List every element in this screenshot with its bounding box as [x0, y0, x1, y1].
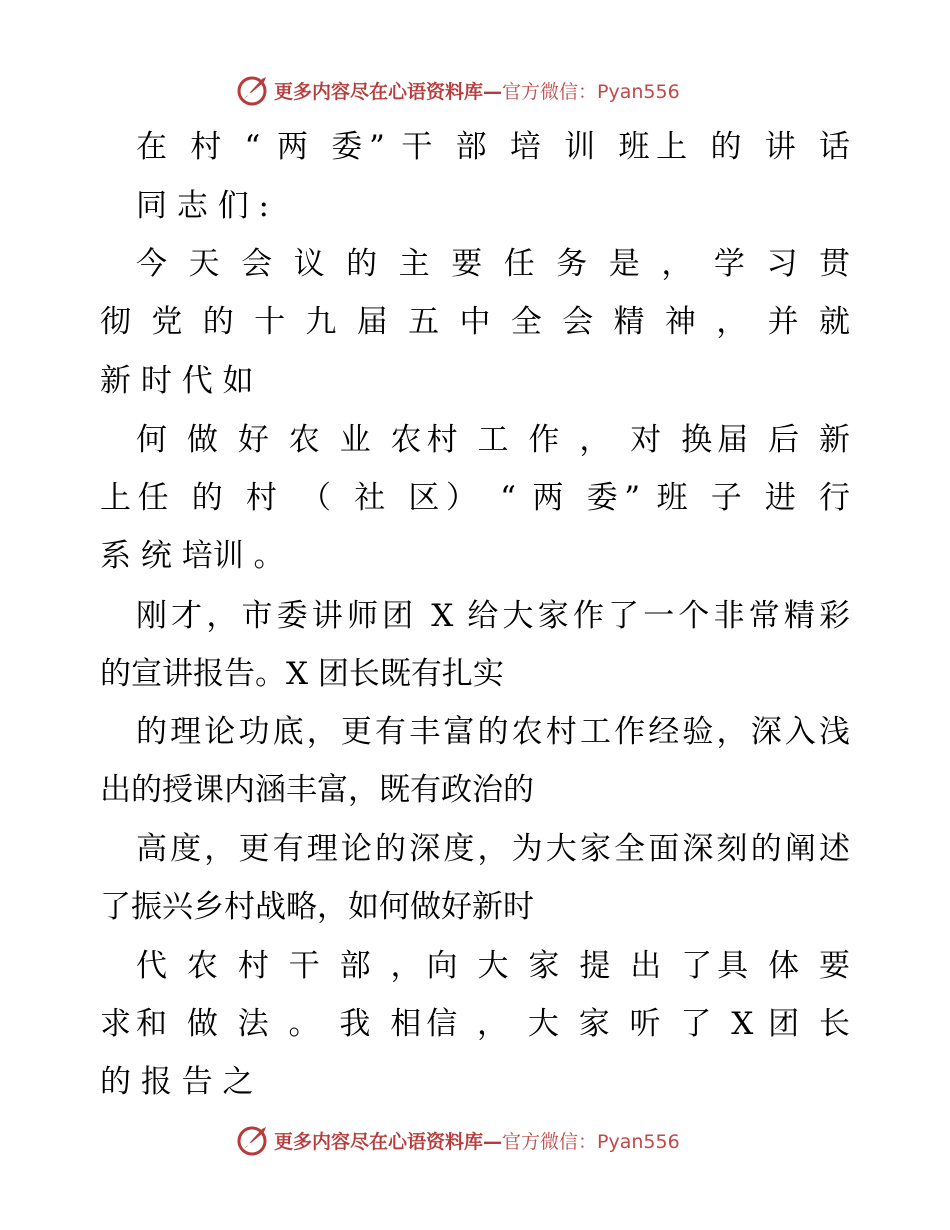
paragraph-line: 上任 的 村 （ 社 区） “ 两 委” 班 子 进 行 — [100, 480, 850, 516]
paragraph-line: 何 做 好 农 业 农村 工 作 ， 对 换届 后 新 — [136, 422, 850, 458]
quill-logo-icon — [236, 1123, 270, 1157]
salutation: 同 志 们 : — [136, 188, 270, 224]
watermark-brand: 更多内容尽在心语资料库— — [274, 80, 503, 103]
watermark-text — [274, 1127, 680, 1154]
paragraph-line: 出的授课内涵丰富，既有政治的 — [100, 772, 534, 808]
paragraph-line: 代 农 村 干 部 ，向 大 家 提 出 了具 体 要 — [136, 948, 850, 984]
watermark-wechat: 官方微信：Pyan556 — [502, 1130, 680, 1153]
paragraph-line: 彻 党 的 十 九 届 五 中 全 会 精 神 ， 并 就 — [100, 304, 850, 340]
paragraph-line: 的 报 告 之 — [100, 1064, 254, 1100]
paragraph-line: 刚才，市委讲师团 X 给大家作了一个非常精彩 — [136, 598, 850, 634]
watermark-wechat: 官方微信：Pyan556 — [502, 80, 680, 103]
footer-watermark — [236, 1122, 680, 1158]
paragraph-line: 系 统 培训 。 — [100, 538, 285, 574]
watermark-brand: 更多内容尽在心语资料库— — [274, 1130, 503, 1153]
paragraph-line: 高度，更有理论的深度，为大家全面深刻的阐述 — [136, 831, 850, 867]
paragraph-line: 今 天 会 议 的 主 要 任 务 是 ， 学 习 贯 — [136, 246, 850, 282]
paragraph-line: 新 时 代 如 — [100, 363, 254, 399]
speech-title: 在 村 “ 两 委” 干 部 培 训 班上 的 讲 话 — [136, 129, 850, 165]
paragraph-line: 求和 做 法 。 我 相信 ， 大 家 听 了 X 团 长 — [100, 1006, 850, 1042]
paragraph-line: 的理论功底，更有丰富的农村工作经验，深入浅 — [136, 714, 850, 750]
paragraph-line: 了振兴乡村战略，如何做好新时 — [100, 889, 534, 925]
paragraph-line: 的宣讲报告。X 团长既有扎实 — [100, 656, 504, 692]
